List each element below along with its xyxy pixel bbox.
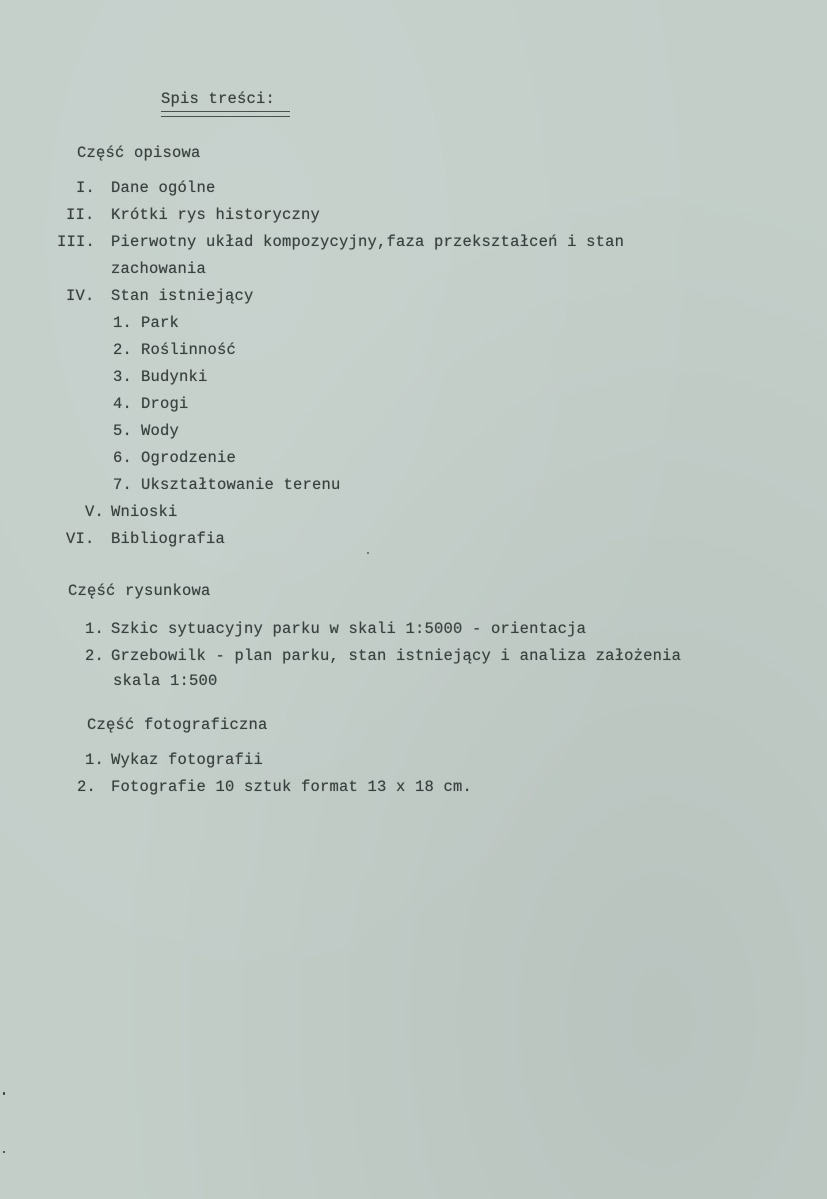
toc-number-II: II. [66,206,95,224]
photo-number-2: 2. [77,778,97,796]
toc-number-III: III. [57,233,96,251]
toc-number-V: V. [85,503,105,521]
photo-number-1: 1. [85,751,105,769]
toc-entry-III-continuation: zachowania [111,260,207,278]
toc-subnumber-6: 6. [113,449,133,467]
paper-speck [3,1151,5,1153]
section-heading-drawings: Część rysunkowa [68,582,211,600]
toc-subnumber-1: 1. [113,314,133,332]
drawing-number-2: 2. [85,647,105,665]
toc-entry-II: Krótki rys historyczny [111,206,321,224]
drawing-number-1: 1. [85,620,105,638]
toc-subentry-5: Wody [141,422,180,440]
drawing-entry-1: Szkic sytuacyjny parku w skali 1:5000 - orientacja [111,620,587,638]
toc-subentry-6: Ogrodzenie [141,449,237,467]
toc-subnumber-3: 3. [113,368,133,386]
toc-subnumber-7: 7. [113,476,133,494]
toc-entry-V: Wnioski [111,503,178,521]
drawing-entry-2: Grzebowilk - plan parku, stan istniejący i analiza założenia [111,647,682,665]
toc-entry-I: Dane ogólne [111,179,216,197]
toc-entry-IV: Stan istniejący [111,287,254,305]
section-heading-photos: Część fotograficzna [87,716,268,734]
toc-subnumber-5: 5. [113,422,133,440]
paper-speck [367,552,369,554]
toc-subentry-2: Roślinność [141,341,237,359]
photo-entry-1: Wykaz fotografii [111,751,264,769]
toc-entry-VI: Bibliografia [111,530,226,548]
toc-subentry-3: Budynki [141,368,208,386]
photo-entry-2: Fotografie 10 sztuk format 13 x 18 cm. [111,778,473,796]
toc-subnumber-4: 4. [113,395,133,413]
toc-number-I: I. [76,179,96,197]
toc-number-IV: IV. [66,287,95,305]
toc-subentry-4: Drogi [141,395,189,413]
toc-subentry-1: Park [141,314,180,332]
paper-speck [3,1092,5,1095]
toc-number-VI: VI. [66,530,95,548]
drawing-entry-2-continuation: skala 1:500 [113,672,218,690]
toc-entry-III: Pierwotny układ kompozycyjny,faza przekształceń i stan [111,233,625,251]
title-underline [161,111,290,117]
page-title: Spis treści: [161,90,276,108]
toc-subnumber-2: 2. [113,341,133,359]
toc-subentry-7: Ukształtowanie terenu [141,476,341,494]
section-heading-descriptive: Część opisowa [77,144,201,162]
